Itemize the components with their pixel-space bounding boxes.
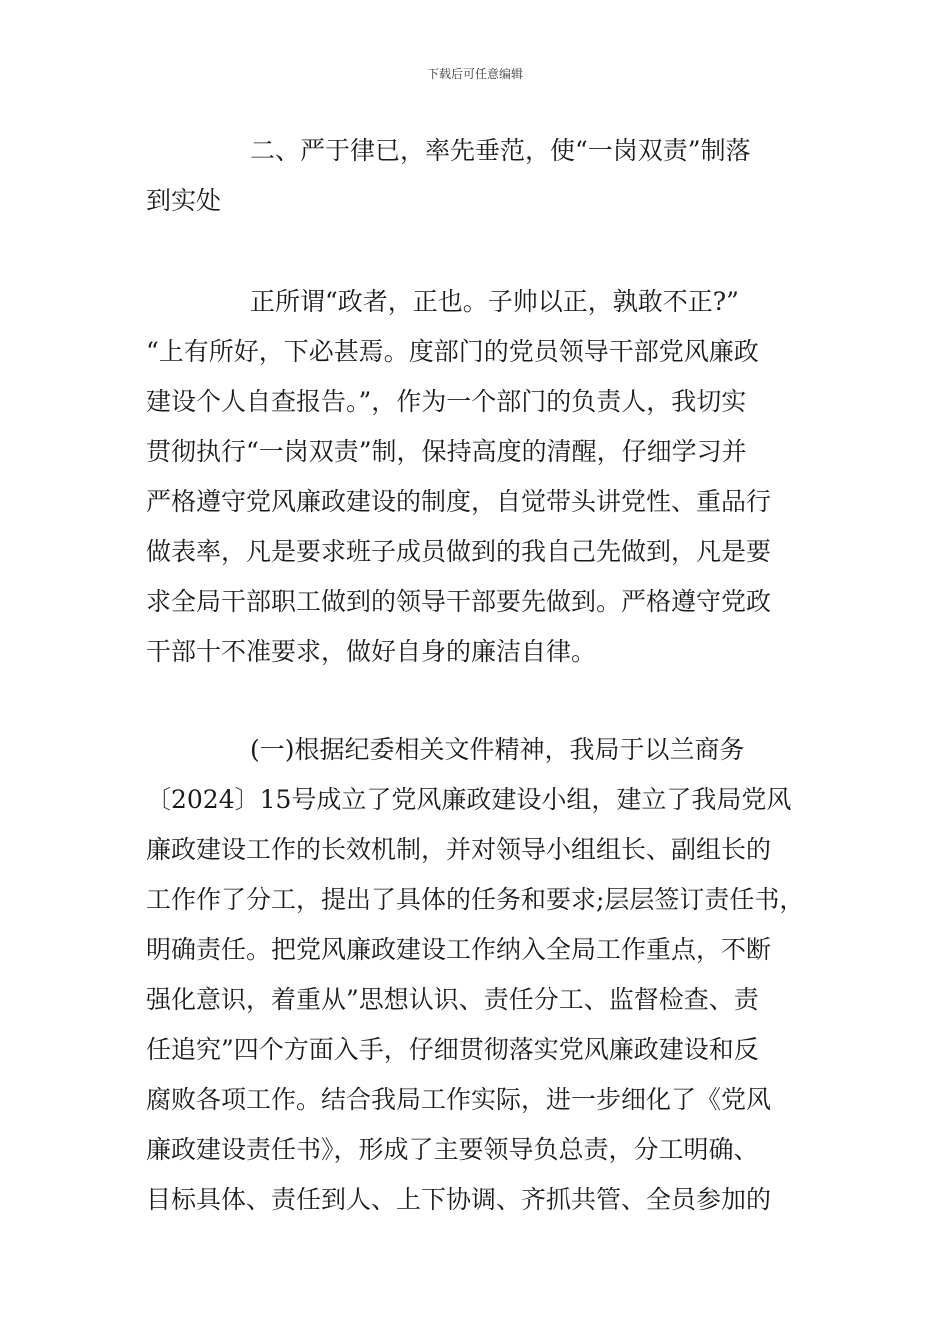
section-heading (146, 135, 811, 235)
paragraph-line: 〔2024〕15号成立了党风廉政建设小组，建立了我局党风 (146, 785, 792, 814)
paragraph-line: 求全局干部职工做到的领导干部要先做到。严格遵守党政 (146, 587, 772, 616)
paragraph-line: 任追究”四个方面入手，仔细贯彻落实党风廉政建设和反 (146, 1035, 759, 1064)
paragraph-line: (一)根据纪委相关文件精神，我局于以兰商务 (250, 735, 745, 764)
paragraph-line: 廉政建设责任书》，形成了主要领导负总责，分工明确、 (146, 1135, 759, 1164)
paragraph-1 (146, 286, 811, 686)
page-header-note: 下载后可任意编辑 (426, 67, 523, 81)
paragraph-line: 工作作了分工，提出了具体的任务和要求;层层签订责任书， (146, 885, 805, 914)
paragraph-line: 目标具体、责任到人、上下协调、齐抓共管、全员参加的 (146, 1185, 772, 1214)
paragraph-line: 建设个人自查报告。”，作为一个部门的负责人，我切实 (146, 387, 747, 416)
heading-line: 二、严于律已，率先垂范，使“一岗双责”制落 (250, 136, 751, 165)
paragraph-line: 严格遵守党风廉政建设的制度，自觉带头讲党性、重品行 (146, 487, 772, 516)
paragraph-line: 廉政建设工作的长效机制，并对领导小组组长、副组长的 (146, 835, 772, 864)
paragraph-2 (146, 734, 811, 1234)
paragraph-line: 腐败各项工作。结合我局工作实际，进一步细化了《党风 (146, 1085, 772, 1114)
paragraph-line: 正所谓“政者，正也。子帅以正，孰敢不正?” (250, 287, 739, 316)
paragraph-line: 强化意识，着重从”思想认识、责任分工、监督检查、责 (146, 985, 759, 1014)
paragraph-line: 干部十不准要求，做好自身的廉洁自律。 (146, 637, 597, 666)
paragraph-line: “上有所好，下必甚焉。度部门的党员领导干部党风廉政 (146, 337, 759, 366)
paragraph-line: 贯彻执行“一岗双责”制，保持高度的清醒，仔细学习并 (146, 437, 747, 466)
paragraph-line: 做表率，凡是要求班子成员做到的我自己先做到，凡是要 (146, 537, 772, 566)
paragraph-line: 明确责任。把党风廉政建设工作纳入全局工作重点，不断 (146, 935, 772, 964)
heading-line: 到实处 (146, 186, 222, 215)
